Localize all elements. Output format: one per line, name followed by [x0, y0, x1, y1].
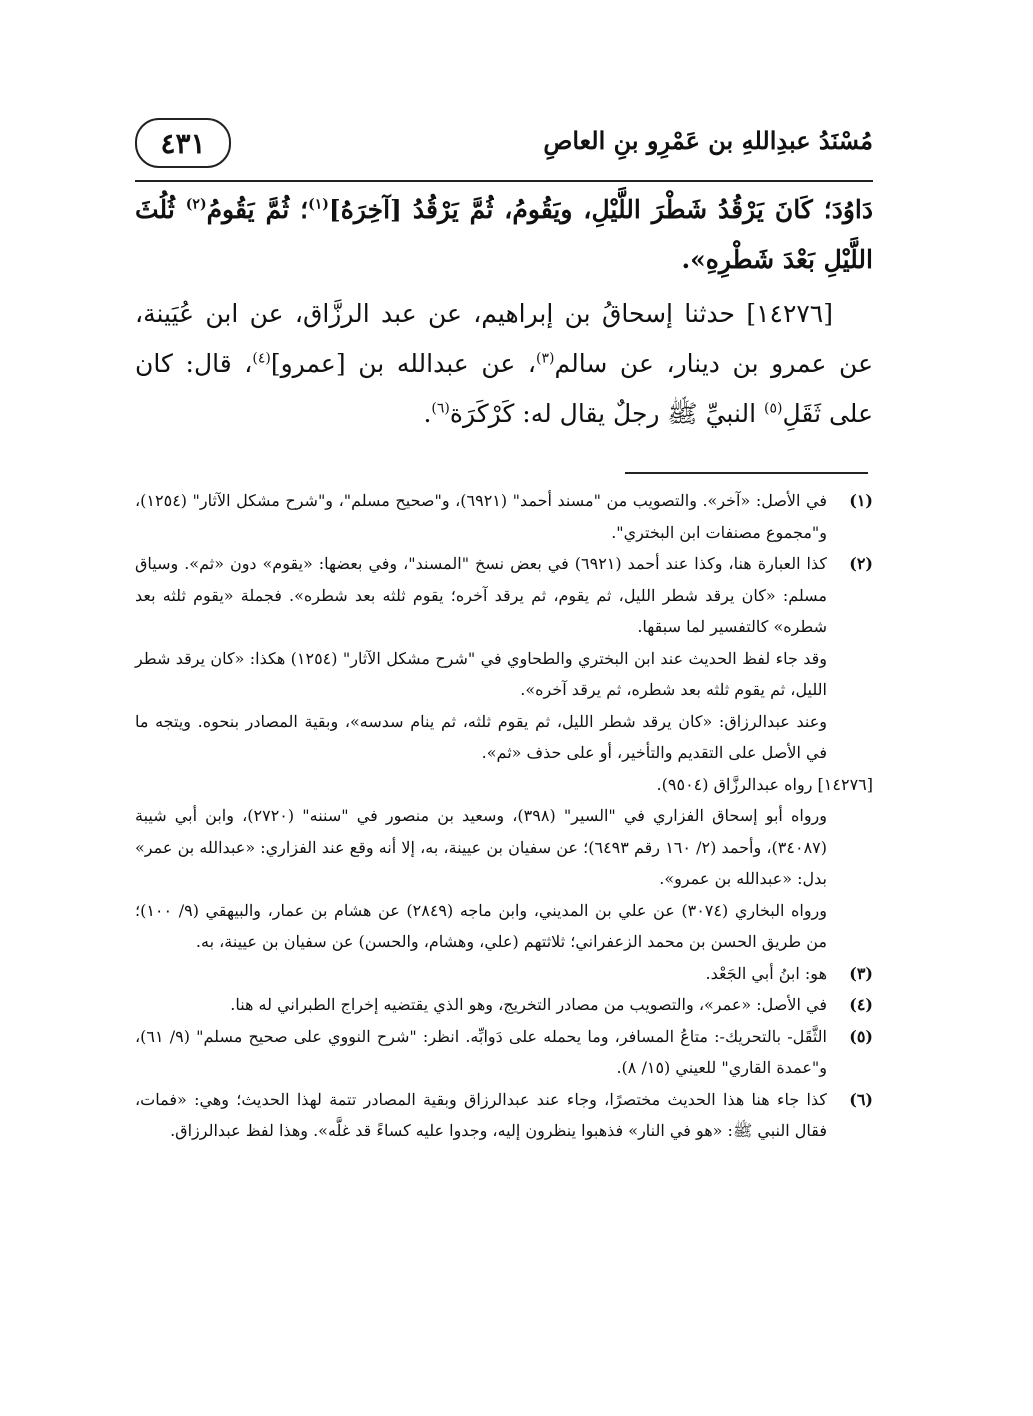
takhrij-text [135, 769, 873, 958]
hadith-text-4: النبيِّ ﷺ رجلٌ يقال له: كَرْكَرَة [449, 399, 765, 428]
hadith-end-text-b: ؛ ثُمَّ يَقُومُ [206, 195, 309, 224]
hadith-text-1: [١٤٢٧٦] حدثنا إسحاقُ بن إبراهيم، عن عبد الرزَّاق، عن ابن عُيَينة، عن عمرو بن دينار، عن سالم [135, 299, 873, 378]
hadith-paragraph [135, 289, 873, 439]
footnote-text: في الأصل: «عمر»، والتصويب من مصادر التخريج، وهو الذي يقتضيه إخراج الطبراني له هنا. [230, 995, 827, 1014]
footnote-ref-5[interactable]: (٥) [764, 400, 783, 417]
hadith-end-paragraph [135, 185, 873, 285]
footnote-3 [135, 958, 873, 990]
footnote-number: (٦) [849, 1089, 873, 1109]
footnote-5 [135, 1021, 873, 1084]
footnote-6 [135, 1084, 873, 1147]
footnote-ref-2[interactable]: (٢) [185, 196, 207, 213]
hadith-text-3: ، قال: كان على ثَقَلِ [135, 349, 873, 428]
takhrij-paragraph: ورواه البخاري (٣٠٧٤) عن علي بن المديني، وابن ماجه (٢٨٤٩) عن هشام بن عمار، والبيهقي (٩/ ١٠٠)؛ من طريق الحسن بن محمد الزعفراني؛ ثلاثتهم (علي، وهشام، والحسن) عن سفيان بن عيينة، به. [135, 900, 828, 951]
footnote-separator [625, 472, 868, 474]
takhrij-block [135, 769, 873, 958]
footnote-paragraph: وقد جاء لفظ الحديث عند ابن البختري والطحاوي في "شرح مشكل الآثار" (١٢٥٤) هكذا: «كان يرقد شطر الليل، ثم يقوم ثلثه بعد شطره، ثم يرقد آخره». [135, 648, 827, 699]
takhrij-paragraph: ورواه أبو إسحاق الفزاري في "السير" (٣٩٨)، وسعيد بن منصور في "سننه" (٢٧٢٠)، وابن أبي شيبة (٣٤٠٨٧)، وأحمد (٢/ ١٦٠ رقم ٦٤٩٣)؛ عن سفيان بن عيينة، به، إلا أنه وقع عند الفزاري: «عبدالله بن عمر» بدل: «عبدالله بن عمرو». [135, 806, 828, 888]
footnotes-section [135, 485, 873, 1147]
footnote-ref-4[interactable]: (٤) [252, 350, 271, 367]
hadith-text-2: ، عن عبدالله بن [عمرو] [270, 349, 536, 378]
page-number-badge: ٤٣١ [135, 118, 231, 168]
page-header [135, 118, 873, 182]
footnote-4 [135, 989, 873, 1021]
running-title: مُسْنَدُ عبدِاللهِ بن عَمْرِو بنِ العاصِ [543, 126, 873, 155]
footnote-paragraph: كذا العبارة هنا، وكذا عند أحمد (٦٩٢١) في بعض نسخ "المسند"، وفي بعضها: «يقوم» دون «ثم». وسياق مسلم: «كان يرقد شطر الليل، ثم يقوم، ثم يرقد آخره؛ يقوم ثلثه بعد شطره». فجملة «يقوم ثلثه بعد شطره» كالتفسير لما سبقها. [135, 554, 828, 636]
main-text [135, 185, 873, 439]
footnote-text [135, 548, 827, 769]
footnote-text: كذا جاء هنا هذا الحديث مختصرًا، وجاء عند عبدالرزاق وبقية المصادر تتمة لهذا الحديث؛ وهي: «فمات، فقال النبي ﷺ: «هو في النار» فذهبوا ينظرون إليه، وجدوا عليه كساءً قد غلَّه». وهذا لفظ عبدالرزاق. [135, 1089, 827, 1140]
footnote-paragraph: وعند عبدالرزاق: «كان يرقد شطر الليل، ثم يقوم ثلثه، ثم ينام سدسه»، وبقية المصادر بنحوه. ويتجه ما في الأصل على التقديم والتأخير، أو على حذف «ثم». [135, 711, 827, 762]
footnote-2 [135, 548, 873, 769]
footnote-number: (٢) [849, 554, 873, 573]
hadith-text-5: . [423, 399, 432, 428]
footnote-number: (٣) [849, 963, 873, 983]
takhrij-heading: [١٤٢٧٦] رواه عبدالرزَّاق (٩٥٠٤). [656, 774, 873, 794]
hadith-end-text-a: دَاوُدَ؛ كَانَ يَرْقُدُ شَطْرَ اللَّيْلِ، ويَقُومُ، ثُمَّ يَرْقُدُ [آخِرَهُ] [328, 195, 873, 224]
footnote-1 [135, 485, 873, 548]
footnote-text: هو: ابنُ أبي الجَعْد. [705, 963, 827, 983]
footnote-ref-3[interactable]: (٣) [536, 350, 555, 367]
footnote-number: (٤) [849, 995, 873, 1014]
footnote-text: في الأصل: «آخر». والتصويب من "مسند أحمد" (٦٩٢١)، و"صحيح مسلم"، و"شرح مشكل الآثار" (١٢٥٤)، و"مجموع مصنفات ابن البختري". [135, 491, 827, 542]
hadith-end-text-c: ثُلُثَ اللَّيْلِ بَعْدَ شَطْرِهِ». [135, 195, 873, 274]
footnote-ref-6[interactable]: (٦) [431, 400, 450, 417]
footnote-ref-1[interactable]: (١) [308, 196, 329, 213]
footnote-number: (١) [849, 491, 873, 510]
footnote-text: الثَّقَل- بالتحريك-: متاعُ المسافر، وما يحمله على دَوابِّه. انظر: "شرح النووي على صحيح مسلم" (٩/ ٦١)، و"عمدة القاري" للعيني (١٥/ ٨). [135, 1026, 827, 1077]
footnote-number: (٥) [849, 1026, 873, 1046]
